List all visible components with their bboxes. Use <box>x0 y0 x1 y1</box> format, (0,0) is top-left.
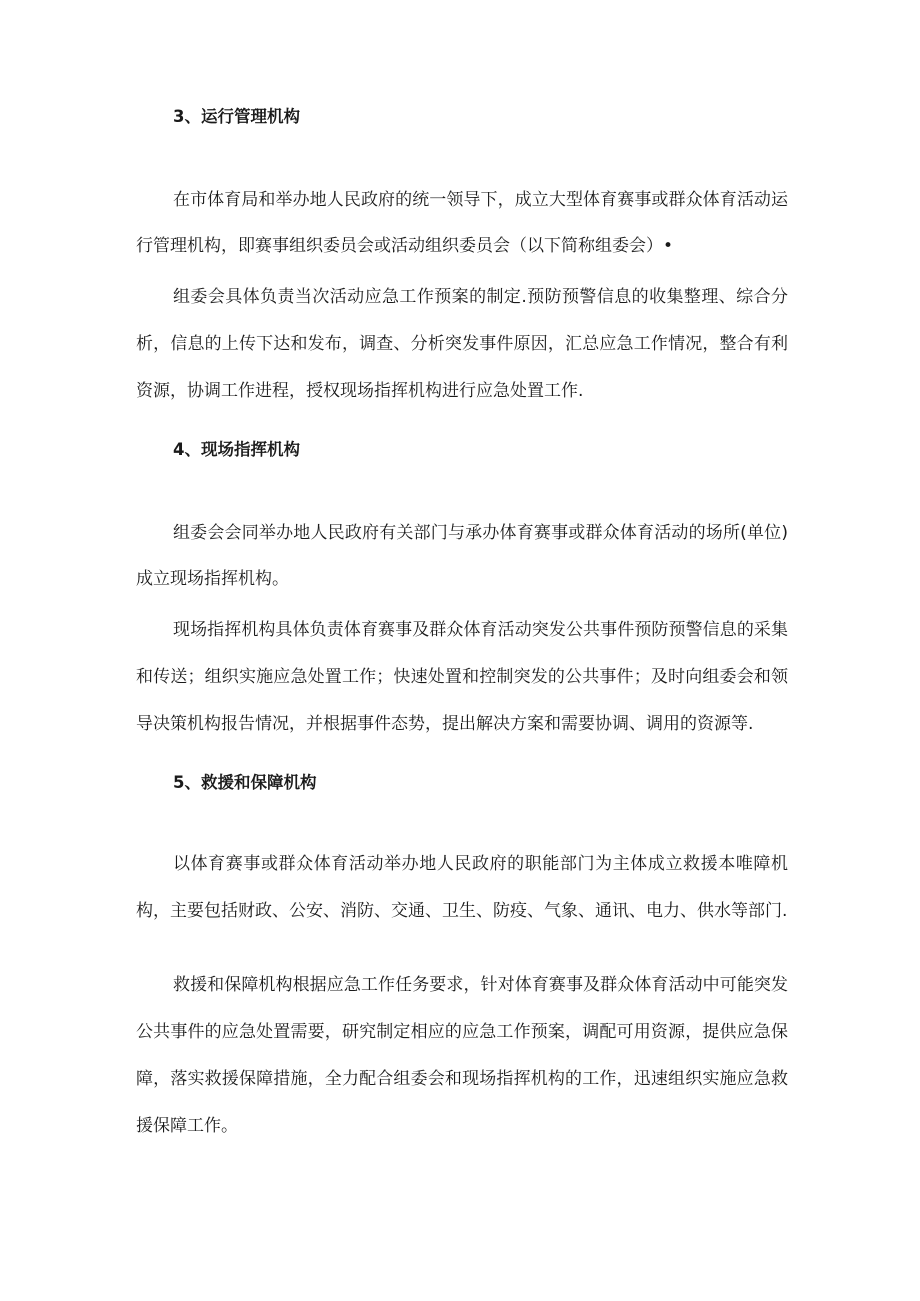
section-5-paragraph-2: 救援和保障机构根据应急工作任务要求，针对体育赛事及群众体育活动中可能突发公共事件的应急处置需要，研究制定相应的应急工作预案，调配可用资源，提供应急保障，落实救援保障措施，全力配合组委会和现场指挥机构的工作，迅速组织实施应急救援保障工作。 <box>136 975 788 1136</box>
section-3-paragraph-2: 组委会具体负责当次活动应急工作预案的制定.预防预警信息的收集整理、综合分析，信息的上传下达和发布，调查、分析突发事件原因，汇总应急工作情况，整合有利资源，协调工作进程，授权现场指挥机构进行应急处置工作. <box>136 287 788 401</box>
section-3-paragraph-1: 在市体育局和举办地人民政府的统一领导下，成立大型体育赛事或群众体育活动运行管理机构，即赛事组织委员会或活动组织委员会（以下简称组委会）• <box>136 190 788 256</box>
section-heading-4: 4、现场指挥机构 <box>173 440 300 459</box>
section-4-paragraph-2: 现场指挥机构具体负责体育赛事及群众体育活动突发公共事件预防预警信息的采集和传送；组织实施应急处置工作；快速处置和控制突发的公共事件；及时向组委会和领导决策机构报告情况，并根据事件态势，提出解决方案和需要协调、调用的资源等. <box>136 620 788 734</box>
section-5-paragraph-1: 以体育赛事或群众体育活动举办地人民政府的职能部门为主体成立救援本唯障机构，主要包括财政、公安、消防、交通、卫生、防疫、气象、通讯、电力、供水等部门. <box>136 854 788 921</box>
section-4-paragraph-1: 组委会会同举办地人民政府有关部门与承办体育赛事或群众体育活动的场所(单位)成立现场指挥机构。 <box>136 523 788 589</box>
section-heading-5: 5、救援和保障机构 <box>173 773 317 792</box>
section-heading-3: 3、运行管理机构 <box>173 107 300 126</box>
